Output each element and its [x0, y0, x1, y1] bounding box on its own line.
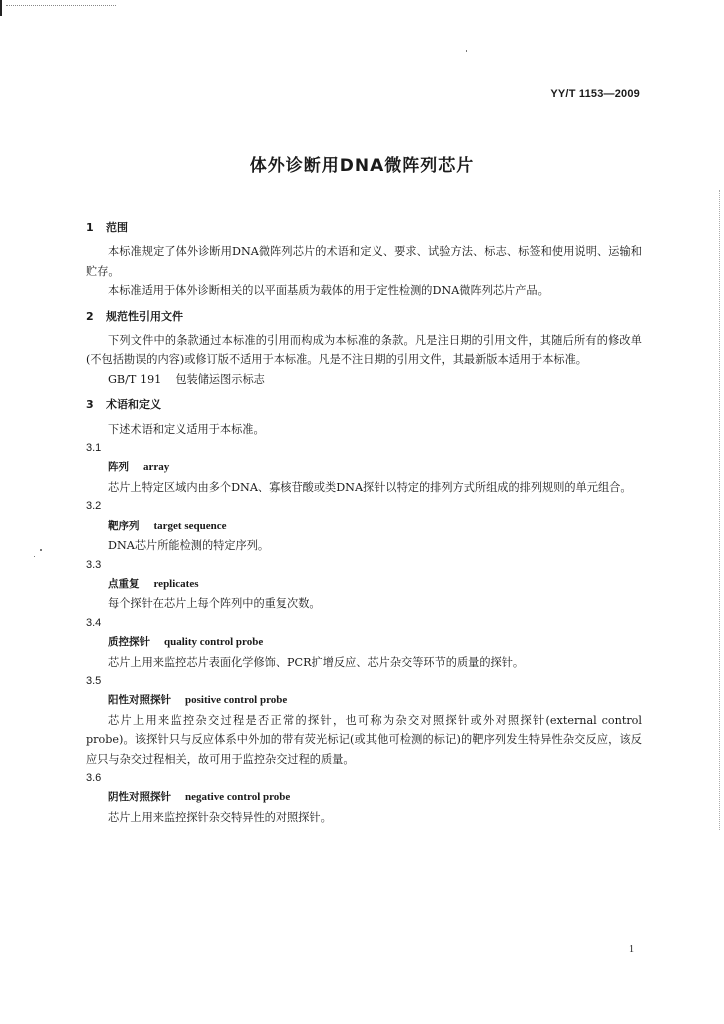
- term-definition: DNA芯片所能检测的特定序列。: [108, 539, 270, 553]
- term-zh: 阳性对照探针: [108, 694, 171, 707]
- term-definition: 芯片上用来监控探针杂交特异性的对照探针。: [108, 810, 332, 824]
- term-entry: [86, 788, 642, 807]
- term-zh: 质控探针: [108, 636, 150, 649]
- section-title: 规范性引用文件: [106, 309, 183, 323]
- scan-dotted-line: [6, 5, 116, 6]
- section-number: 2: [86, 309, 94, 323]
- term-number: 3.4: [86, 616, 102, 629]
- term-number: 3.2: [86, 500, 102, 513]
- scan-speck: [466, 50, 467, 52]
- reference-code: GB/T 191: [108, 372, 162, 386]
- term-zh: 靶序列: [108, 519, 140, 532]
- term-en: negative control probe: [185, 791, 291, 804]
- standard-number: YY/T 1153—2009: [550, 88, 640, 100]
- term-definition: 每个探针在芯片上每个阵列中的重复次数。: [108, 597, 321, 611]
- scan-speck: [34, 556, 35, 557]
- normative-reference: [86, 370, 642, 389]
- term-definition: 芯片上用来监控芯片表面化学修饰、PCR扩增反应、芯片杂交等环节的质量的探针。: [108, 655, 525, 669]
- term-number: 3.1: [86, 442, 102, 455]
- paragraph: 本标准适用于体外诊断相关的以平面基质为载体的用于定性检测的DNA微阵列芯片产品。: [108, 284, 549, 298]
- scan-right-edge: [719, 190, 720, 830]
- term-en: target sequence: [153, 519, 227, 532]
- term-entry: [86, 458, 642, 477]
- document-body: [86, 218, 642, 827]
- term-zh: 点重复: [108, 577, 140, 590]
- reference-title: 包装储运图示标志: [175, 372, 265, 386]
- term-number: 3.5: [86, 674, 102, 687]
- page-number: 1: [629, 944, 634, 955]
- paragraph: 下述术语和定义适用于本标准。: [108, 422, 265, 436]
- term-definition: 芯片上特定区域内由多个DNA、寡核苷酸或类DNA探针以特定的排列方式所组成的排列规则的单元组合。: [108, 480, 632, 494]
- section-heading: [86, 307, 642, 326]
- term-number: 3.6: [86, 771, 102, 784]
- section-heading: [86, 218, 642, 237]
- section-number: 1: [86, 221, 94, 234]
- term-en: positive control probe: [185, 694, 288, 707]
- section-title: 范围: [106, 221, 128, 234]
- section-title: 术语和定义: [106, 398, 161, 412]
- term-entry: [86, 691, 642, 710]
- term-entry: [86, 575, 642, 594]
- term-zh: 阴性对照探针: [108, 791, 171, 804]
- section-number: 3: [86, 398, 94, 412]
- term-en: quality control probe: [164, 636, 264, 649]
- term-en: replicates: [153, 577, 199, 590]
- term-zh: 阵列: [108, 461, 129, 474]
- scan-edge-mark: [0, 0, 2, 16]
- section-heading: [86, 395, 642, 414]
- page-title: 体外诊断用DNA微阵列芯片: [249, 156, 475, 176]
- scan-speck: [40, 549, 42, 551]
- term-en: array: [143, 461, 170, 474]
- term-entry: [86, 633, 642, 652]
- term-entry: [86, 517, 642, 536]
- term-number: 3.3: [86, 558, 102, 571]
- term-definition: 芯片上用来监控杂交过程是否正常的探针，也可称为杂交对照探针或外对照探针(external control probe)。该探针只与反应体系中外加的带有荧光标记(或其他可检测的标记)的靶序列发生特异性杂交反应，该反应只与杂交过程相关，故可用于监控杂交过程的质量。: [86, 713, 642, 766]
- paragraph: 下列文件中的条款通过本标准的引用而构成为本标准的条款。凡是注日期的引用文件，其随后所有的修改单(不包括勘误的内容)或修订版不适用于本标准。凡是不注日期的引用文件，其最新版本适用于本标准。: [86, 334, 642, 367]
- paragraph: 本标准规定了体外诊断用DNA微阵列芯片的术语和定义、要求、试验方法、标志、标签和使用说明、运输和贮存。: [86, 245, 642, 278]
